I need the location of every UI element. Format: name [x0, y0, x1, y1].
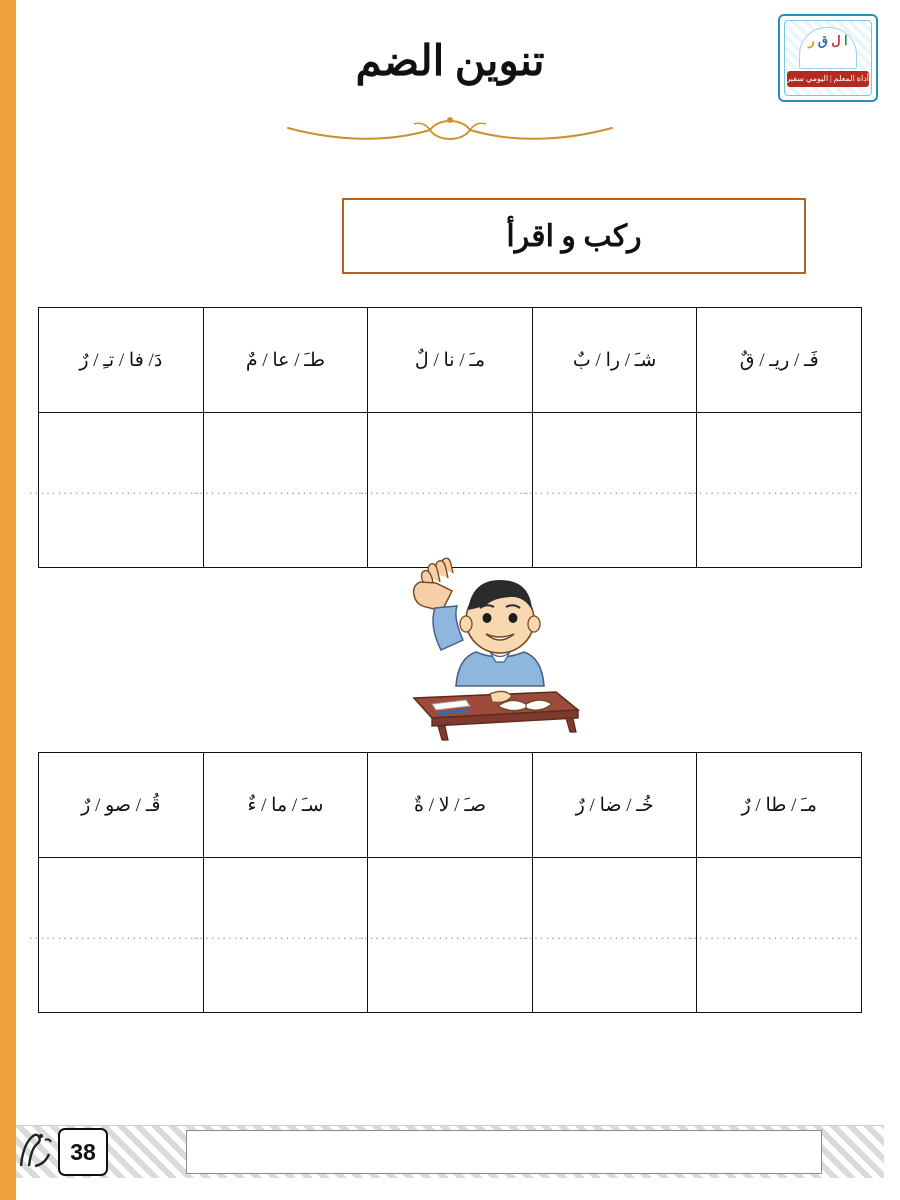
exercise-table-1	[29, 307, 862, 568]
logo-letter-1: ا	[843, 33, 848, 48]
logo-letter-4: ر	[808, 33, 815, 48]
syllable-cell: سـَ / ما / ءٌ	[203, 753, 368, 858]
answer-cell[interactable]	[29, 413, 204, 568]
logo-letter-2: ل	[831, 33, 841, 48]
instruction-label: ركب و اقرأ	[506, 219, 642, 253]
answer-cell[interactable]	[358, 413, 533, 568]
page-title: تنوين الضم	[355, 39, 545, 85]
quran-calligraphy-icon	[8, 1122, 66, 1178]
left-accent-bar	[0, 0, 16, 1200]
answer-cell[interactable]	[193, 858, 368, 1013]
exercise-table-2	[29, 752, 862, 1013]
table-row	[39, 413, 862, 568]
dotted-line: ..............................	[193, 926, 367, 942]
dotted-line: ..............................	[29, 481, 202, 497]
footer-note-box	[186, 1130, 822, 1174]
instruction-box	[342, 198, 806, 274]
page-number: 38	[58, 1128, 108, 1176]
table-row	[39, 858, 862, 1013]
dotted-line: ..............................	[522, 481, 696, 497]
syllable-cell: صـَ / لا / ةٌ	[368, 753, 533, 858]
dotted-line: ..............................	[358, 926, 531, 942]
boy-raising-hand-illustration	[380, 548, 590, 748]
syllable-cell: قُـ / صو / رٌ	[39, 753, 204, 858]
logo-letters	[808, 33, 847, 49]
answer-cell[interactable]	[687, 413, 862, 568]
dotted-line: ..............................	[29, 926, 202, 942]
dotted-line: ..............................	[193, 481, 367, 497]
flourish-divider-icon	[0, 108, 900, 150]
syllable-cell: مـَ / طا / رٌ	[697, 753, 862, 858]
syllable-cell: مـَ / نا / لٌ	[368, 308, 533, 413]
table-row	[39, 753, 862, 858]
syllable-cell: خُـ / ضا / رٌ	[532, 753, 697, 858]
syllable-cell: طـَ / عا / مٌ	[203, 308, 368, 413]
dotted-line: ..............................	[687, 481, 860, 497]
dotted-line: ..............................	[522, 926, 696, 942]
dotted-line: ..............................	[687, 926, 860, 942]
school-logo	[778, 14, 878, 102]
table-row	[39, 308, 862, 413]
dotted-line: ..............................	[358, 481, 531, 497]
logo-inner-frame	[784, 20, 872, 96]
answer-cell[interactable]	[522, 858, 697, 1013]
syllable-cell: دَ/ فا / تـِ / رٌ	[39, 308, 204, 413]
syllable-cell: شـَ / را / بٌ	[532, 308, 697, 413]
answer-cell[interactable]	[522, 413, 697, 568]
answer-cell[interactable]	[358, 858, 533, 1013]
logo-letter-3: ق	[817, 33, 829, 48]
answer-cell[interactable]	[29, 858, 204, 1013]
answer-cell[interactable]	[687, 858, 862, 1013]
syllable-cell: فَـ / ريـ / قٌ	[697, 308, 862, 413]
answer-cell[interactable]	[193, 413, 368, 568]
logo-ribbon-text: أداة المعلم | اليومي سفير	[787, 71, 869, 87]
